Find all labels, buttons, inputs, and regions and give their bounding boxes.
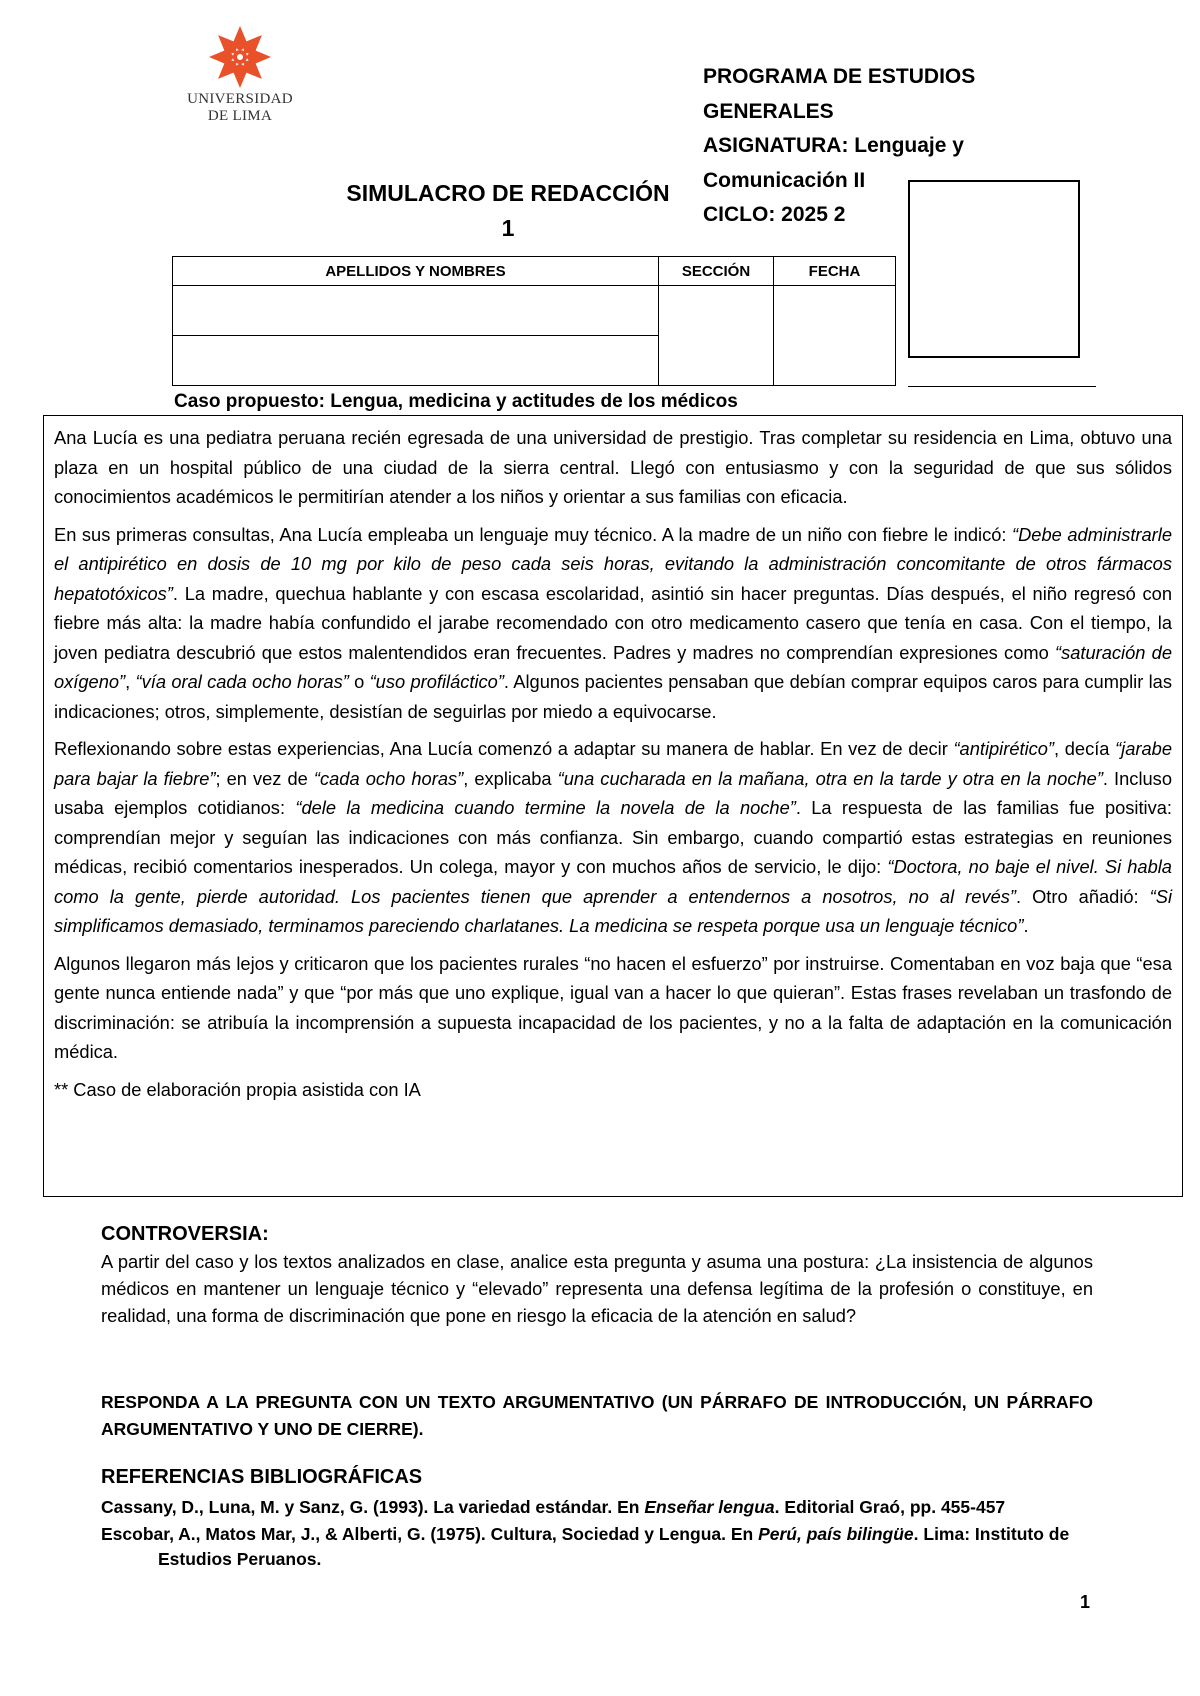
instruction-text: RESPONDA A LA PREGUNTA CON UN TEXTO ARGUMENTATIVO (UN PÁRRAFO DE INTRODUCCIÓN, UN PÁRRAFO ARGUMENTATIVO Y UNO DE CIERRE). [101, 1392, 1093, 1439]
student-info-table [172, 256, 896, 386]
names-header: APELLIDOS Y NOMBRES [173, 257, 659, 286]
references-heading: REFERENCIAS BIBLIOGRÁFICAS [101, 1466, 423, 1488]
names-field-2[interactable] [173, 336, 659, 386]
reference-1: Cassany, D., Luna, M. y Sanz, G. (1993). La variedad estándar. En Enseñar lengua. Editorial Graó, pp. 455-457 [101, 1497, 1006, 1517]
case-paragraph-3: Reflexionando sobre estas experiencias, Ana Lucía comenzó a adaptar su manera de hablar. En vez de decir “antipirético”, decía “jarabe para bajar la fiebre”; en vez de “cada ocho horas”, explicaba “una cucharada en la mañana, otra en la tarde y otra en la noche”. Incluso usaba ejemplos cotidianos: “dele la medicina cuando termine la novela de la noche”. La respuesta de las familias fue positiva: comprendían mejor y seguían las indicaciones con más confianza. Sin embargo, cuando compartió estas estrategias en reuniones médicas, recibió comentarios inesperados. Un colega, mayor y con muchos años de servicio, le dijo: “Doctora, no baje el nivel. Si habla como la gente, pierde autoridad. Los pacientes tienen que aprender a entendernos a nosotros, no al revés”. Otro añadió: “Si simplificamos demasiado, terminamos pareciendo charlatanes. La medicina se respeta porque usa un lenguaje técnico”. [54, 738, 1173, 936]
date-field[interactable] [774, 286, 896, 386]
page-title [342, 176, 674, 246]
controversy-text: A partir del caso y los textos analizados en clase, analice esta pregunta y asuma una postura: ¿La insistencia de algunos médicos en mantener un lenguaje técnico y “elevado” representa una defensa legítima de la profesión o constituye, en realidad, una forma de discriminación que pone en riesgo la eficacia de la atención en salud? [101, 1251, 1093, 1326]
case-paragraph-4: Algunos llegaron más lejos y criticaron que los pacientes rurales “no hacen el esfuerzo” por instruirse. Comentaban en voz baja que “esa gente nunca entiende nada” y que “por más que uno explique, igual van a hacer lo que quieran”. Estas frases revelaban un trasfondo de discriminación: se atribuía la incomprensión a supuesta incapacidad de los pacientes, y no a la falta de adaptación en la comunicación médica. [54, 952, 1172, 1062]
program-line2: GENERALES [703, 99, 834, 123]
grade-box [908, 180, 1080, 358]
reference-2-cont: Estudios Peruanos. [158, 1549, 322, 1569]
program-line: PROGRAMA DE ESTUDIOS [703, 65, 976, 88]
case-note: ** Caso de elaboración propia asistida con IA [54, 1078, 421, 1100]
names-field-1[interactable] [173, 286, 659, 336]
university-logo [170, 24, 310, 124]
cycle-line: CICLO: 2025 2 [703, 203, 846, 226]
section-field[interactable] [659, 286, 774, 386]
title-text: SIMULACRO DE REDACCIÓN [346, 180, 670, 206]
controversy-heading: CONTROVERSIA: [101, 1223, 269, 1245]
case-paragraph-1: Ana Lucía es una pediatra peruana recién egresada de una universidad de prestigio. Tras completar su residencia en Lima, obtuvo una plaza en un hospital público de una ciudad de la sierra central. Llegó con entusiasmo y con la seguridad de que sus sólidos conocimientos académicos le permitirían atender a los niños y orientar a sus familias con eficacia. [54, 427, 1172, 507]
case-box [43, 415, 1183, 1197]
subject-line2: Comunicación II [703, 168, 866, 192]
date-header: FECHA [774, 257, 896, 286]
logo-line2: DE LIMA [207, 108, 273, 124]
university-star-icon [205, 24, 275, 90]
section-header: SECCIÓN [659, 257, 774, 286]
case-title: Caso propuesto: Lengua, medicina y actitudes de los médicos [174, 391, 738, 412]
page-number: 1 [1080, 1592, 1091, 1612]
logo-line1: UNIVERSIDAD [187, 91, 293, 107]
title-number: 1 [501, 215, 515, 241]
divider-line [908, 386, 1096, 387]
case-bottom-line [43, 1196, 1095, 1197]
reference-2: Escobar, A., Matos Mar, J., & Alberti, G. (1975). Cultura, Sociedad y Lengua. En Perú, país bilingüe. Lima: Instituto de [101, 1524, 1070, 1544]
subject-line: ASIGNATURA: Lenguaje y [703, 134, 964, 157]
case-paragraph-2: En sus primeras consultas, Ana Lucía empleaba un lenguaje muy técnico. A la madre de un niño con fiebre le indicó: “Debe administrarle el antipirético en dosis de 10 mg por kilo de peso cada seis horas, evitando la administración concomitante de otros fármacos hepatotóxicos”. La madre, quechua hablante y con escasa escolaridad, asintió sin hacer preguntas. Días después, el niño regresó con fiebre más alta: la madre había confundido el jarabe recomendado con otro medicamento casero que tenía en casa. Con el tiempo, la joven pediatra descubrió que estos malentendidos eran frecuentes. Padres y madres no comprendían expresiones como “saturación de oxígeno”, “vía oral cada ocho horas” o “uso profiláctico”. Algunos pacientes pensaban que debían comprar equipos caros para cumplir las indicaciones; otros, simplemente, desistían de seguirlas por miedo a equivocarse. [54, 523, 1172, 722]
